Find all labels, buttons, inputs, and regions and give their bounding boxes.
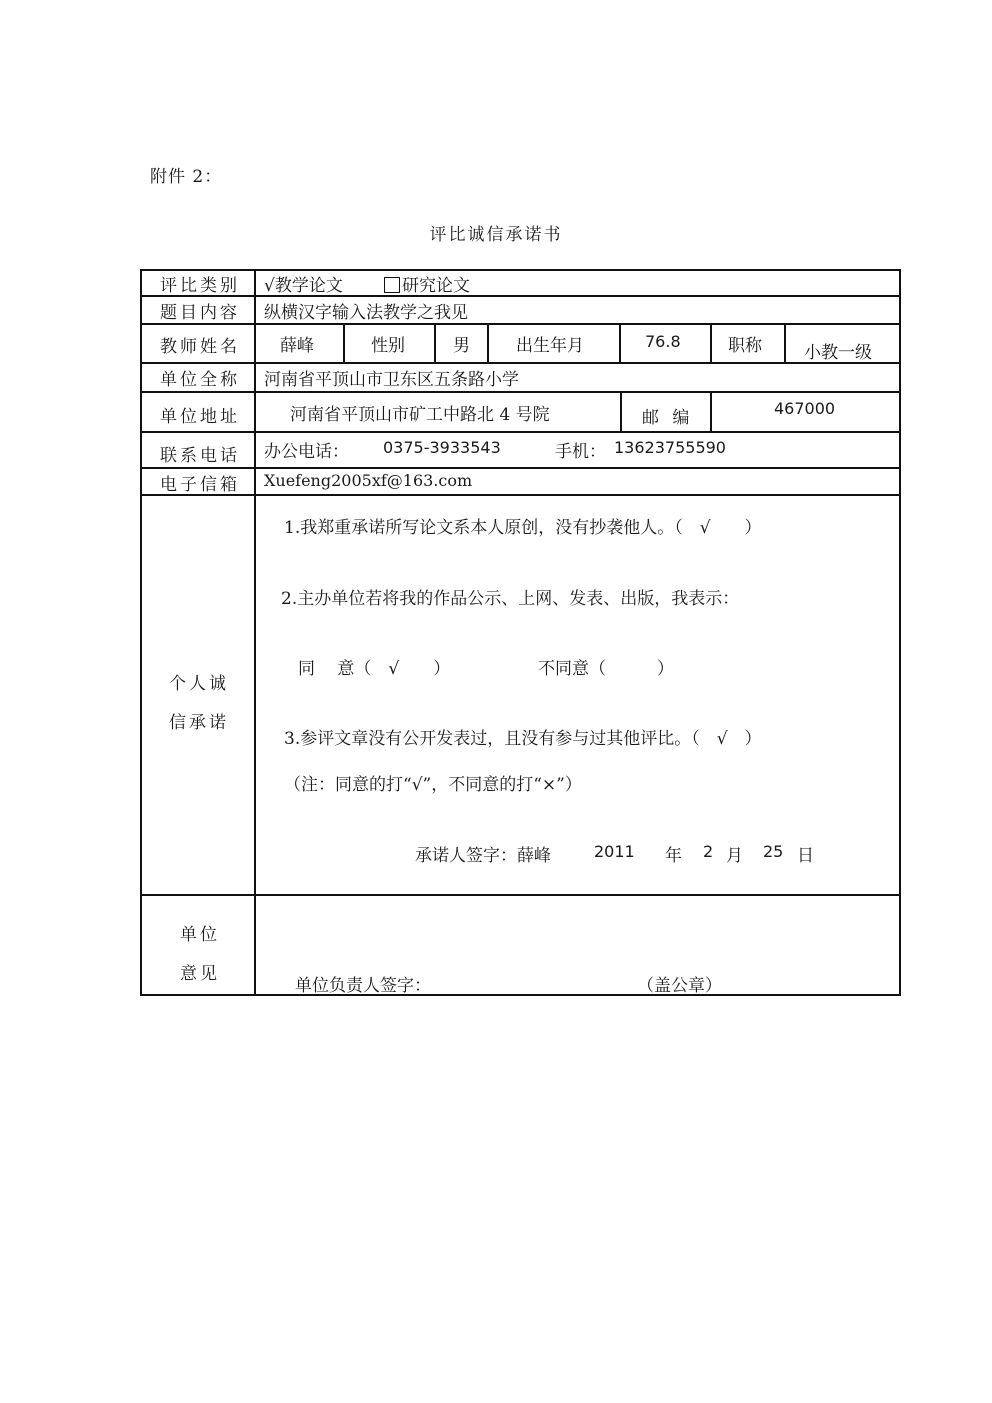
unit-address-label: 单位地址 [160, 407, 240, 427]
unit-name-label: 单位全称 [160, 370, 240, 390]
promise-disagree: 不同意（ ） [538, 659, 674, 679]
gender-label: 性别 [371, 336, 405, 356]
unit-address-value: 河南省平顶山市矿工中路北 4 号院 [290, 405, 550, 425]
signature-day: 25 [763, 842, 784, 861]
promise-label-line2: 信承诺 [169, 713, 229, 733]
promise-item-2: 2.主办单位若将我的作品公示、上网、发表、出版，我表示： [281, 589, 740, 609]
promise-note: （注：同意的打“√”，不同意的打“×”） [284, 775, 582, 795]
category-option-teaching: √教学论文 [264, 276, 343, 296]
year-label: 年 [665, 846, 682, 866]
promise-label-line1: 个人诚 [169, 674, 229, 694]
email-label: 电子信箱 [160, 475, 240, 495]
table-rule [620, 391, 622, 431]
postcode-value: 467000 [774, 399, 836, 418]
table-rule [487, 323, 489, 362]
topic-value: 纵横汉字输入法教学之我见 [264, 303, 468, 323]
birth-label: 出生年月 [516, 336, 584, 356]
promise-item-3: 3.参评文章没有公开发表过，且没有参与过其他评比。（ √ ） [284, 729, 762, 749]
category-label: 评比类别 [160, 276, 240, 296]
table-rule [710, 391, 712, 431]
job-title-label: 职称 [728, 336, 762, 356]
signature-label: 承诺人签字：薛峰 [415, 846, 551, 866]
attachment-label: 附件 2： [150, 167, 223, 187]
teacher-name: 薛峰 [280, 336, 314, 356]
promise-agree: 同 意（ √ ） [298, 659, 451, 679]
table-rule [784, 323, 786, 362]
office-phone-label: 办公电话： [264, 442, 349, 462]
table-border-right [899, 269, 901, 996]
table-rule [710, 323, 712, 362]
teacher-name-label: 教师姓名 [160, 337, 240, 357]
mobile-value: 13623755590 [614, 438, 726, 457]
unit-name-value: 河南省平顶山市卫东区五条路小学 [264, 370, 519, 390]
month-label: 月 [726, 846, 743, 866]
birth-value: 76.8 [645, 332, 681, 351]
signature-month: 2 [703, 842, 714, 861]
unit-opinion-label-line1: 单位 [180, 925, 220, 945]
gender-value: 男 [453, 336, 470, 356]
day-label: 日 [797, 846, 814, 866]
mobile-label: 手机： [555, 442, 606, 462]
document-title: 评比诚信承诺书 [429, 225, 563, 245]
table-rule [343, 323, 345, 362]
promise-item-1: 1.我郑重承诺所写论文系本人原创，没有抄袭他人。（ √ ） [284, 518, 762, 538]
office-phone-value: 0375-3933543 [383, 438, 501, 457]
promise-form-table [140, 269, 901, 996]
table-rule [619, 323, 621, 362]
postcode-label: 邮 编 [642, 408, 694, 428]
label-column-rule [254, 269, 256, 996]
job-title-value: 小教一级 [804, 343, 872, 363]
email-value: Xuefeng2005xf@163.com [264, 471, 473, 490]
signature-year: 2011 [594, 842, 635, 861]
topic-label: 题目内容 [160, 303, 240, 323]
category-option-research [384, 271, 470, 296]
table-rule [434, 323, 436, 362]
unit-opinion-label-line2: 意见 [180, 964, 220, 984]
official-seal-label: （盖公章） [637, 976, 722, 996]
checkbox-icon [384, 277, 400, 293]
category-option-research-label: 研究论文 [402, 276, 470, 296]
contact-label: 联系电话 [160, 446, 240, 466]
table-border-left [140, 269, 142, 996]
unit-head-signature-label: 单位负责人签字： [295, 976, 431, 996]
